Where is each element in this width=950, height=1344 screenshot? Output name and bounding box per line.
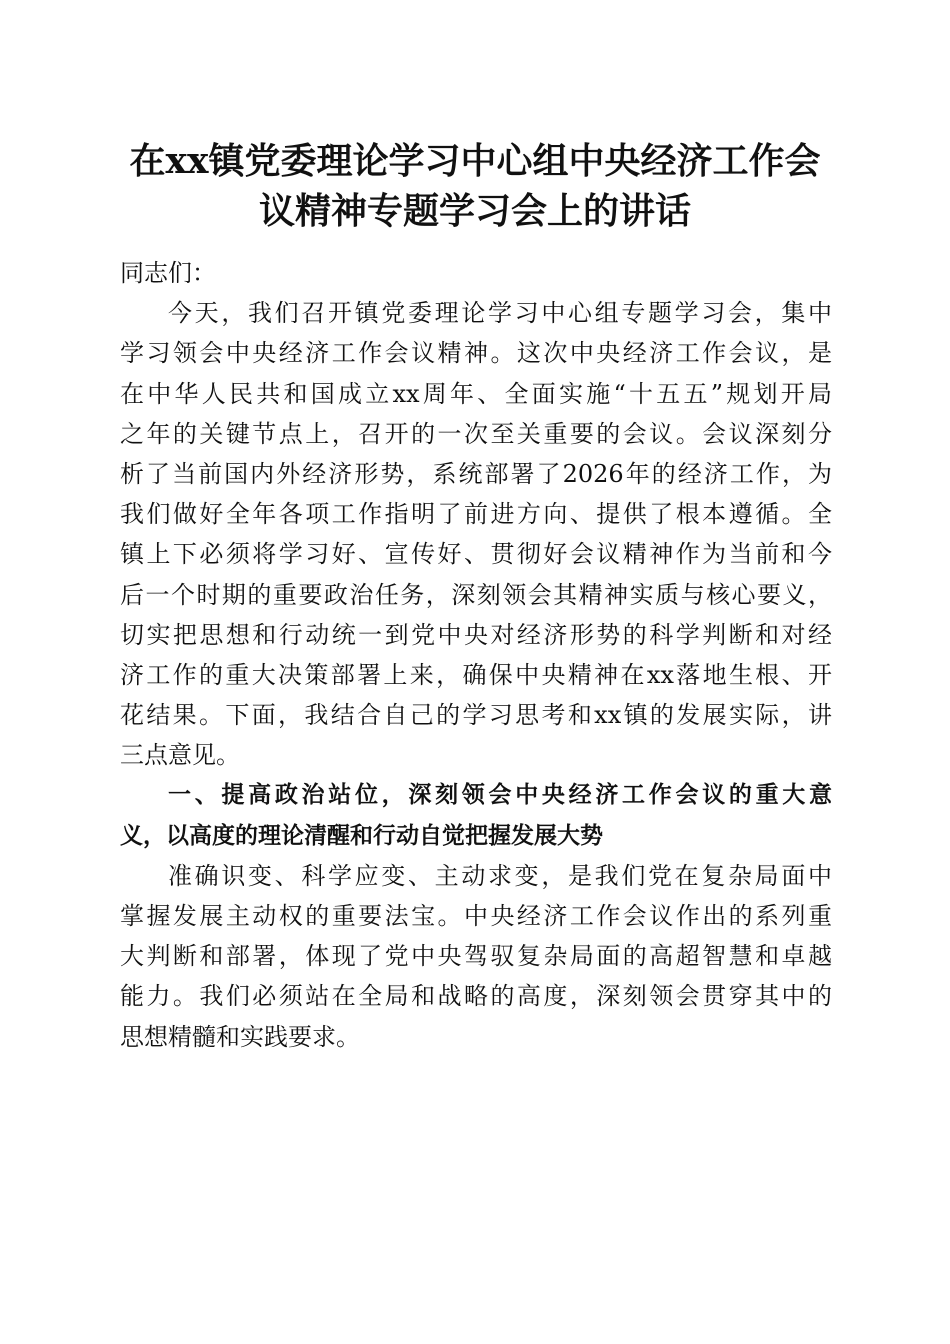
paragraph-line: 能力。我们必须站在全局和战略的高度，深刻领会贯穿其中的 bbox=[120, 982, 832, 1011]
paragraph-line: 我们做好全年各项工作指明了前进方向、提供了根本遵循。全 bbox=[120, 500, 832, 529]
paragraph-line: 之年的关键节点上，召开的一次至关重要的会议。会议深刻分 bbox=[120, 419, 832, 448]
paragraph-line: 析了当前国内外经济形势，系统部署了2026年的经济工作，为 bbox=[120, 459, 832, 488]
paragraph-line: 今天，我们召开镇党委理论学习中心组专题学习会，集中 bbox=[168, 299, 832, 328]
section-heading-line: 义，以高度的理论清醒和行动自觉把握发展大势 bbox=[120, 822, 603, 849]
document-title bbox=[100, 136, 850, 236]
document-body bbox=[120, 253, 832, 1057]
paragraph-line: 思想精髓和实践要求。 bbox=[120, 1022, 360, 1051]
paragraph-line: 三点意见。 bbox=[120, 741, 240, 770]
paragraph-line: 济工作的重大决策部署上来，确保中央精神在xx落地生根、开 bbox=[120, 660, 832, 689]
paragraph-line: 切实把思想和行动统一到党中央对经济形势的科学判断和对经 bbox=[120, 620, 832, 649]
salutation: 同志们： bbox=[120, 259, 216, 287]
paragraph-line: 花结果。下面，我结合自己的学习思考和xx镇的发展实际，讲 bbox=[120, 701, 832, 730]
paragraph-line: 大判断和部署，体现了党中央驾驭复杂局面的高超智慧和卓越 bbox=[120, 942, 832, 971]
paragraph-line: 掌握发展主动权的重要法宝。中央经济工作会议作出的系列重 bbox=[120, 902, 832, 930]
section-heading-line: 一、提高政治站位，深刻领会中央经济工作会议的重大意 bbox=[168, 782, 832, 809]
title-line: 在xx镇党委理论学习中心组中央经济工作会 bbox=[129, 140, 821, 182]
paragraph-line: 后一个时期的重要政治任务，深刻领会其精神实质与核心要义， bbox=[120, 580, 832, 609]
title-line: 议精神专题学习会上的讲话 bbox=[258, 190, 691, 232]
paragraph-line: 学习领会中央经济工作会议精神。这次中央经济工作会议，是 bbox=[120, 339, 832, 368]
paragraph-line: 在中华人民共和国成立xx周年、全面实施“十五五”规划开局 bbox=[120, 379, 832, 408]
paragraph-line: 镇上下必须将学习好、宣传好、贯彻好会议精神作为当前和今 bbox=[120, 540, 832, 569]
paragraph-line: 准确识变、科学应变、主动求变，是我们党在复杂局面中 bbox=[168, 861, 832, 890]
